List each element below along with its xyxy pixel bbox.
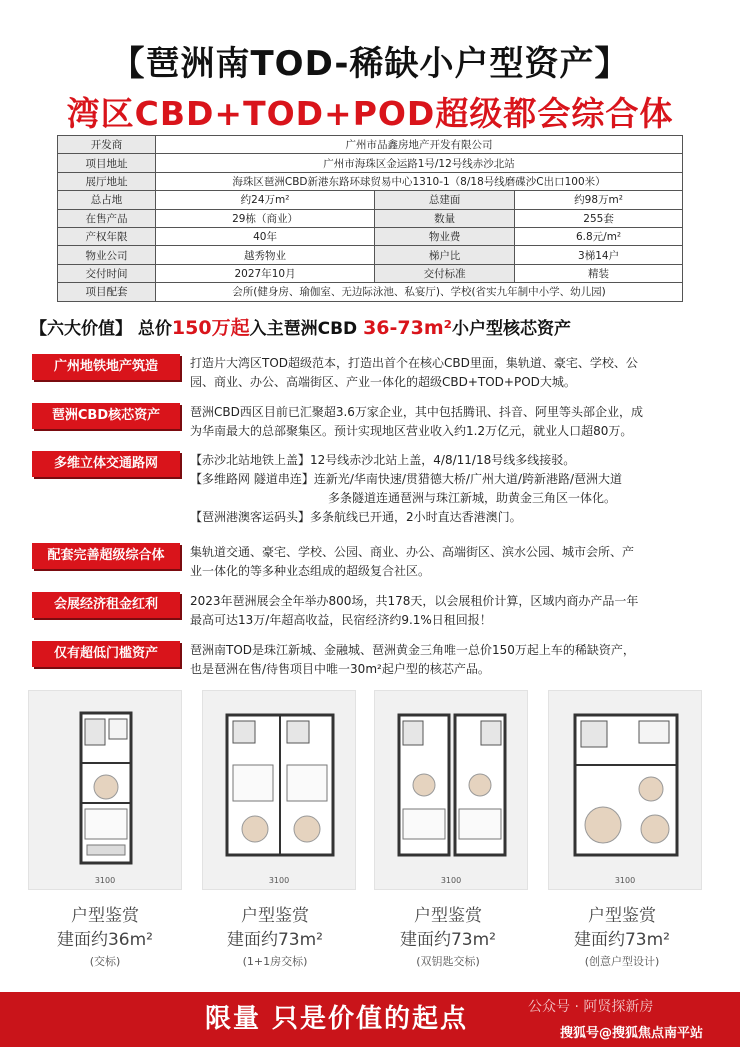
desc-line: 集轨道交通、豪宅、学校、公园、商业、办公、高端街区、滨水公园、城市会所、产 [190, 545, 635, 559]
plan-dimension: 3100 [614, 876, 636, 885]
qty-value: 255套 [515, 209, 683, 227]
values-head-area: 36-73m² [363, 317, 452, 339]
address-value: 广州市海珠区金运路1号/12号线赤沙北站 [156, 154, 683, 172]
caption-note: (双钥匙交标) [416, 955, 480, 968]
page-subtitle: 湾区CBD+TOD+POD超级都会综合体 [66, 94, 674, 133]
caption-area: 建面约73m² [399, 930, 496, 950]
qty-label: 数量 [375, 209, 515, 227]
product-label: 在售产品 [58, 209, 156, 227]
caption-note: (创意户型设计) [584, 955, 660, 968]
caption-title: 户型鉴赏 [414, 906, 482, 926]
delivery-label: 交付时间 [58, 264, 156, 282]
desc-line: 【多维路网 隧道串连】连新光/华南快速/贯猎德大桥/广州大道/跨新港路/琶洲大道 [190, 472, 623, 486]
plan-dimension: 3100 [440, 876, 462, 885]
floor-plan-73-dual-key [374, 690, 528, 890]
table-row [58, 191, 683, 209]
watermark-wechat: 公众号 · 阿贤探新房 [528, 999, 654, 1015]
area-label: 总占地 [58, 191, 156, 209]
floor-plan-73-1plus1 [202, 690, 356, 890]
floor-plan-drawing [563, 705, 689, 873]
caption-area: 建面约73m² [226, 930, 323, 950]
value-tag: 仅有超低门槛资产 [32, 641, 180, 667]
floor-plans [28, 690, 718, 890]
product-value: 29栋（商业） [156, 209, 375, 227]
desc-line: 园、商业、办公、高端街区、产业一体化的超级CBD+TOD+POD大城。 [190, 375, 576, 389]
desc-line: 最高可达13万/年超高收益，民宿经济约9.1%日租回报！ [190, 613, 492, 627]
values-head-prefix: 【六大价值】 总价 [30, 319, 172, 339]
term-value: 40年 [156, 227, 375, 245]
value-desc [190, 403, 710, 441]
ratio-label: 梯户比 [375, 246, 515, 264]
caption-area: 建面约36m² [56, 930, 153, 950]
page-title: 【琶洲南TOD-稀缺小户型资产】 [110, 44, 630, 84]
table-row [58, 246, 683, 264]
table-row [58, 136, 683, 154]
plan-dimension: 3100 [268, 876, 290, 885]
desc-line: 2023年琶洲展会全年举办800场，共178天，以会展租价计算，区域内商办产品一年 [190, 594, 639, 608]
value-desc [190, 641, 710, 679]
footer-banner [0, 992, 740, 1047]
amenity-label: 项目配套 [58, 283, 156, 301]
plan-caption [537, 904, 707, 972]
value-tag: 多维立体交通路网 [32, 451, 180, 477]
plan-dimension: 3100 [94, 876, 116, 885]
hall-label: 展厅地址 [58, 172, 156, 190]
developer-value: 广州市品鑫房地产开发有限公司 [156, 136, 683, 154]
table-row [58, 264, 683, 282]
value-tag: 琶洲CBD核芯资产 [32, 403, 180, 429]
developer-label: 开发商 [58, 136, 156, 154]
desc-line: 为华南最大的总部聚集区。预计实现地区营业收入约1.2万亿元，就业人口超80万。 [190, 424, 633, 438]
standard-label: 交付标准 [375, 264, 515, 282]
value-desc [190, 451, 710, 527]
table-row [58, 154, 683, 172]
ratio-value: 3梯14户 [515, 246, 683, 264]
table-row [58, 172, 683, 190]
values-head-middle: 入主琶洲CBD [249, 319, 364, 339]
value-desc [190, 354, 710, 392]
values-head-suffix: 小户型核芯资产 [451, 319, 571, 339]
table-row [58, 227, 683, 245]
desc-line: 【赤沙北站地铁上盖】12号线赤沙北站上盖，4/8/11/18号线多线接驳。 [190, 453, 576, 467]
values-head-price: 150万起 [171, 317, 250, 339]
caption-title: 户型鉴赏 [588, 906, 656, 926]
build-value: 约98万m² [515, 191, 683, 209]
build-label: 总建面 [375, 191, 515, 209]
caption-note: (1+1房交标) [242, 955, 308, 968]
desc-line: 琶洲南TOD是珠江新城、金融城、琶洲黄金三角唯一总价150万起上车的稀缺资产， [190, 643, 635, 657]
desc-line: 也是琶洲在售/待售项目中唯一30m²起户型的核芯产品。 [190, 662, 490, 676]
floor-plan-73-creative [548, 690, 702, 890]
desc-line: 琶洲CBD西区目前已汇聚超3.6万家企业，其中包括腾讯、抖音、阿里等头部企业，成 [190, 405, 643, 419]
caption-title: 户型鉴赏 [241, 906, 309, 926]
project-info-table [57, 135, 683, 302]
plan-caption [363, 904, 533, 972]
area-value: 约24万m² [156, 191, 375, 209]
caption-area: 建面约73m² [573, 930, 670, 950]
value-tag: 配套完善超级综合体 [32, 543, 180, 569]
fee-label: 物业费 [375, 227, 515, 245]
hall-value: 海珠区琶洲CBD新港东路环球贸易中心1310-1（8/18号线磨碟沙C出口100米） [156, 172, 683, 190]
plan-caption [20, 904, 190, 972]
floor-plan-36 [28, 690, 182, 890]
term-label: 产权年限 [58, 227, 156, 245]
floor-plan-drawing [217, 705, 343, 873]
desc-line: 多条隧道连通琶洲与珠江新城，助黄金三角区一体化。 [328, 491, 617, 505]
address-label: 项目地址 [58, 154, 156, 172]
table-row [58, 209, 683, 227]
desc-line: 【琶洲港澳客运码头】多条航线已开通，2小时直达香港澳门。 [190, 510, 522, 524]
amenity-value: 会所(健身房、瑜伽室、无边际泳池、私宴厅)、学校(省实九年制中小学、幼儿园) [156, 283, 683, 301]
caption-note: (交标) [89, 955, 121, 968]
floor-plan-drawing [43, 705, 169, 873]
pm-label: 物业公司 [58, 246, 156, 264]
table-row [58, 283, 683, 301]
footer-slogan: 限量 只是价值的起点 [205, 1004, 469, 1034]
value-desc [190, 592, 710, 630]
watermark-sohu: 搜狐号@搜狐焦点南平站 [560, 1026, 704, 1041]
fee-value: 6.8元/m² [515, 227, 683, 245]
plan-caption [190, 904, 360, 972]
six-values-heading [30, 313, 720, 340]
value-tag: 会展经济租金红利 [32, 592, 180, 618]
desc-line: 打造片大湾区TOD超级范本，打造出首个在核心CBD里面，集轨道、豪宅、学校、公 [190, 356, 638, 370]
standard-value: 精装 [515, 264, 683, 282]
pm-value: 越秀物业 [156, 246, 375, 264]
value-tag: 广州地铁地产筑造 [32, 354, 180, 380]
caption-title: 户型鉴赏 [71, 906, 139, 926]
value-desc [190, 543, 710, 581]
floor-plan-drawing [389, 705, 515, 873]
delivery-value: 2027年10月 [156, 264, 375, 282]
desc-line: 业一体化的等多种业态组成的超级复合社区。 [190, 564, 431, 578]
